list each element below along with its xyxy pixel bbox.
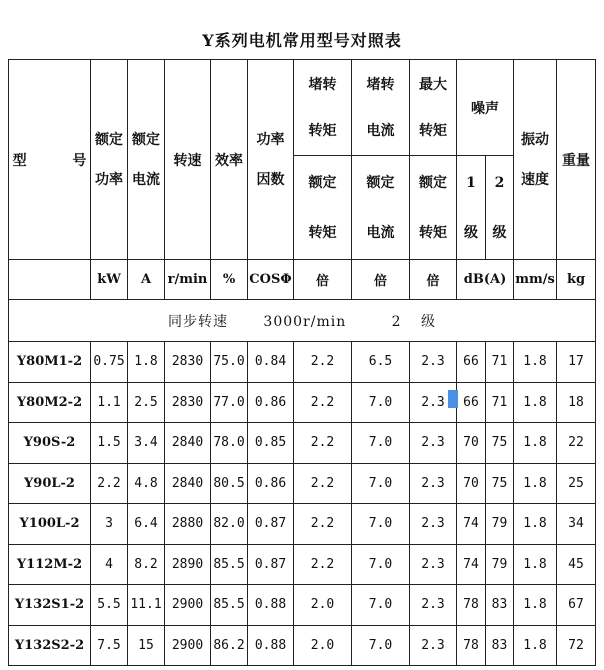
cell-a[interactable]: 15 [128,625,165,666]
cell-rpm[interactable]: 2830 [165,382,211,423]
document-title: Y系列电机常用型号对照表 [202,31,402,50]
cell-n1[interactable]: 70 [457,463,486,504]
cell-model[interactable]: Y80M2-2 [9,382,91,423]
cell-vib[interactable]: 1.8 [514,585,557,626]
cell-eff[interactable]: 78.0 [211,423,248,464]
cell-n1[interactable]: 66 [457,342,486,383]
table-row [9,585,596,626]
header-row-top [9,60,596,156]
header-max-torque-bottom: 额定转矩 [410,156,457,260]
cell-rpm[interactable]: 2830 [165,342,211,383]
cell-vib[interactable]: 1.8 [514,382,557,423]
cell-kw[interactable]: 2.2 [91,463,128,504]
unit-power-factor: COSΦ [248,260,294,300]
cell-n2[interactable]: 79 [486,544,514,585]
cell-mt[interactable]: 2.3 [410,342,457,383]
units-row [9,260,596,300]
cell-vib[interactable]: 1.8 [514,544,557,585]
section-row [9,300,596,342]
cell-rpm[interactable]: 2880 [165,504,211,545]
table-row [9,544,596,585]
cell-lt[interactable]: 2.2 [294,382,352,423]
cell-a[interactable]: 1.8 [128,342,165,383]
cell-model[interactable]: Y132S1-2 [9,585,91,626]
table-row [9,504,596,545]
cell-kw[interactable]: 0.75 [91,342,128,383]
cell-pf[interactable]: 0.86 [248,463,294,504]
cell-kw[interactable]: 1.5 [91,423,128,464]
cell-vib[interactable]: 1.8 [514,463,557,504]
cell-lc[interactable]: 7.0 [352,423,410,464]
header-locked-current-bottom: 额定电流 [352,156,410,260]
cell-model[interactable]: Y90S-2 [9,423,91,464]
header-noise-level-1: 1 级 [457,156,486,260]
cell-lt[interactable]: 2.0 [294,625,352,666]
header-efficiency: 效率 [211,60,248,260]
cell-kg[interactable]: 45 [557,544,596,585]
cell-n2[interactable]: 71 [486,382,514,423]
table-row [9,342,596,383]
unit-efficiency: % [211,260,248,300]
header-locked-torque-bottom: 额定转矩 [294,156,352,260]
cell-vib[interactable]: 1.8 [514,423,557,464]
table-row [9,463,596,504]
cell-kg[interactable]: 72 [557,625,596,666]
cell-lc[interactable]: 7.0 [352,544,410,585]
cell-a[interactable]: 11.1 [128,585,165,626]
section-pole-unit: 级 [421,313,437,330]
cell-a[interactable]: 2.5 [128,382,165,423]
cell-kg[interactable]: 22 [557,423,596,464]
unit-torque-ratio: 倍 [294,260,352,300]
cell-eff[interactable]: 80.5 [211,463,248,504]
unit-model-blank [9,260,91,300]
cell-rpm[interactable]: 2900 [165,625,211,666]
cell-n1[interactable]: 78 [457,585,486,626]
table-row [9,625,596,666]
cell-kw[interactable]: 7.5 [91,625,128,666]
header-model-a: 型 [12,152,27,169]
cell-n2[interactable]: 79 [486,504,514,545]
cell-rpm[interactable]: 2840 [165,463,211,504]
table-row [9,382,596,423]
cell-pf[interactable]: 0.88 [248,585,294,626]
cell-lc[interactable]: 7.0 [352,625,410,666]
cell-eff[interactable]: 82.0 [211,504,248,545]
header-power-factor: 功率因数 [248,60,294,260]
cell-n2[interactable]: 75 [486,423,514,464]
cell-selection-highlight [448,390,458,408]
cell-a[interactable]: 3.4 [128,423,165,464]
motor-spec-table [8,59,596,666]
unit-vibration: mm/s [514,260,557,300]
table-body [9,342,596,666]
cell-lc[interactable]: 7.0 [352,463,410,504]
cell-lc[interactable]: 7.0 [352,585,410,626]
cell-eff[interactable]: 86.2 [211,625,248,666]
header-rated-power: 额定功率 [91,60,128,260]
cell-a[interactable]: 8.2 [128,544,165,585]
cell-model[interactable]: Y132S2-2 [9,625,91,666]
cell-mt[interactable]: 2.3 [410,625,457,666]
cell-n1[interactable]: 66 [457,382,486,423]
cell-mt[interactable]: 2.3 [410,544,457,585]
unit-current-ratio: 倍 [352,260,410,300]
cell-pf[interactable]: 0.84 [248,342,294,383]
table-row [9,423,596,464]
section-speed: 3000r/min [263,313,347,330]
cell-vib[interactable]: 1.8 [514,504,557,545]
cell-a[interactable]: 4.8 [128,463,165,504]
cell-vib[interactable]: 1.8 [514,625,557,666]
cell-kg[interactable]: 25 [557,463,596,504]
cell-lc[interactable]: 6.5 [352,342,410,383]
cell-n1[interactable]: 74 [457,504,486,545]
cell-n1[interactable]: 70 [457,423,486,464]
cell-pf[interactable]: 0.87 [248,504,294,545]
unit-noise: dB(A) [457,260,514,300]
cell-kg[interactable]: 17 [557,342,596,383]
header-rated-current: 额定电流 [128,60,165,260]
header-vibration: 振动速度 [514,60,557,260]
cell-rpm[interactable]: 2890 [165,544,211,585]
cell-lt[interactable]: 2.2 [294,342,352,383]
cell-pf[interactable]: 0.85 [248,423,294,464]
cell-a[interactable]: 6.4 [128,504,165,545]
cell-model[interactable]: Y90L-2 [9,463,91,504]
cell-kg[interactable]: 34 [557,504,596,545]
cell-n1[interactable]: 78 [457,625,486,666]
cell-eff[interactable]: 77.0 [211,382,248,423]
header-max-torque-top: 最大转矩 [410,60,457,156]
cell-lt[interactable]: 2.2 [294,504,352,545]
unit-max-ratio: 倍 [410,260,457,300]
unit-speed: r/min [165,260,211,300]
cell-lc[interactable]: 7.0 [352,382,410,423]
cell-mt[interactable]: 2.3 [410,504,457,545]
cell-pf[interactable]: 0.88 [248,625,294,666]
cell-pf[interactable]: 0.86 [248,382,294,423]
cell-model[interactable]: Y112M-2 [9,544,91,585]
cell-model[interactable]: Y80M1-2 [9,342,91,383]
cell-vib[interactable]: 1.8 [514,342,557,383]
cell-lt[interactable]: 2.2 [294,544,352,585]
cell-rpm[interactable]: 2900 [165,585,211,626]
header-noise-level-2: 2 级 [486,156,514,260]
cell-n2[interactable]: 83 [486,585,514,626]
cell-kw[interactable]: 3 [91,504,128,545]
cell-mt[interactable]: 2.3 [410,423,457,464]
header-locked-torque-top: 堵转转矩 [294,60,352,156]
cell-kg[interactable]: 18 [557,382,596,423]
cell-eff[interactable]: 85.5 [211,585,248,626]
cell-lt[interactable]: 2.0 [294,585,352,626]
header-model [9,60,91,260]
cell-kw[interactable]: 5.5 [91,585,128,626]
unit-weight: kg [557,260,596,300]
cell-n2[interactable]: 83 [486,625,514,666]
cell-n1[interactable]: 74 [457,544,486,585]
header-noise: 噪声 [457,60,514,156]
cell-pf[interactable]: 0.87 [248,544,294,585]
section-poles: 2 [391,313,402,330]
cell-lt[interactable]: 2.2 [294,463,352,504]
cell-n2[interactable]: 71 [486,342,514,383]
section-cell [9,300,596,342]
cell-kw[interactable]: 1.1 [91,382,128,423]
unit-current: A [128,260,165,300]
cell-mt[interactable]: 2.3 [410,382,457,423]
unit-power: kW [91,260,128,300]
cell-n2[interactable]: 75 [486,463,514,504]
cell-model[interactable]: Y100L-2 [9,504,91,545]
header-weight: 重量 [557,60,596,260]
cell-kw[interactable]: 4 [91,544,128,585]
cell-eff[interactable]: 75.0 [211,342,248,383]
section-label: 同步转速 [167,313,228,330]
header-speed: 转速 [165,60,211,260]
header-locked-current-top: 堵转电流 [352,60,410,156]
cell-mt[interactable]: 2.3 [410,463,457,504]
header-model-b: 号 [72,152,87,169]
cell-eff[interactable]: 85.5 [211,544,248,585]
cell-lt[interactable]: 2.2 [294,423,352,464]
cell-lc[interactable]: 7.0 [352,504,410,545]
cell-rpm[interactable]: 2840 [165,423,211,464]
cell-mt[interactable]: 2.3 [410,585,457,626]
cell-kg[interactable]: 67 [557,585,596,626]
